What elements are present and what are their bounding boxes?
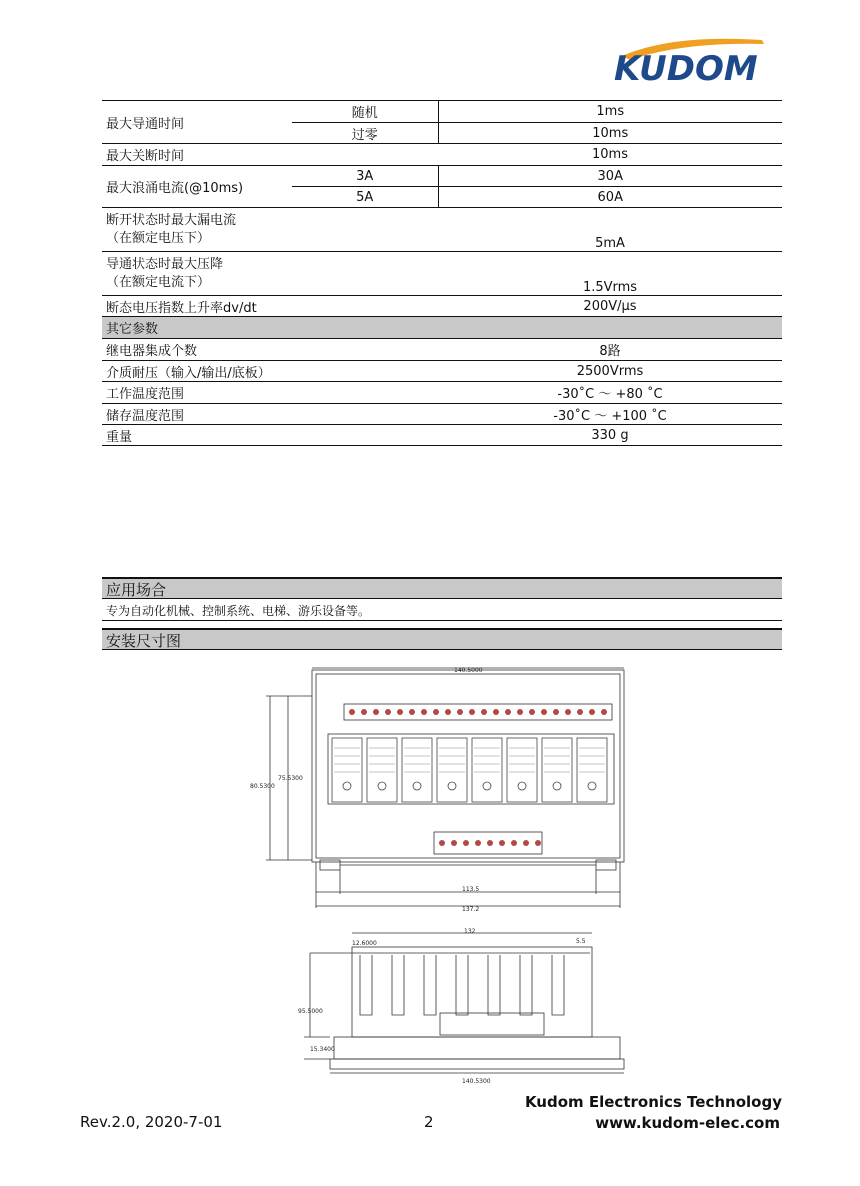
company-name: Kudom Electronics Technology <box>524 1093 782 1111</box>
spec-value: 30A <box>438 166 782 187</box>
logo-text: KUDOM <box>614 49 758 86</box>
spec-sub: 5A <box>292 187 438 208</box>
spec-value: 10ms <box>438 123 782 144</box>
spec-value: 60A <box>438 187 782 208</box>
spec-value: 1.5Vrms <box>438 252 782 296</box>
spec-label: 介质耐压（输入/输出/底板） <box>102 361 438 382</box>
spec-label: 导通状态时最大压降 <box>106 256 224 272</box>
spec-label: 继电器集成个数 <box>102 339 438 361</box>
spec-label-note: （在额定电流下） <box>106 274 211 290</box>
spec-value: 8路 <box>438 339 782 361</box>
spec-label: 最大关断时间 <box>102 144 292 166</box>
spec-label: 断态电压指数上升率dv/dt <box>106 300 257 316</box>
spec-label: 工作温度范围 <box>102 382 438 404</box>
spec-label-note: （在额定电压下） <box>106 230 211 246</box>
dim-label: 75.5300 <box>278 775 303 782</box>
spec-label: 最大浪涌电流(@10ms) <box>102 166 292 208</box>
spec-sub: 过零 <box>292 123 438 144</box>
spec-value: 5mA <box>438 208 782 252</box>
section-title: 其它参数 <box>106 322 159 337</box>
spec-value: 10ms <box>438 144 782 166</box>
spec-value: 200V/μs <box>583 298 637 314</box>
dim-label: 140.5300 <box>462 1078 491 1085</box>
application-text: 专为自动化机械、控制系统、电梯、游乐设备等。 <box>106 604 371 618</box>
spec-value: 330 g <box>438 425 782 446</box>
revision: Rev.2.0, 2020-7-01 <box>80 1113 223 1131</box>
spec-value: 1ms <box>438 101 782 123</box>
application-heading: 应用场合 <box>102 577 782 599</box>
dim-label: 80.5300 <box>250 783 275 790</box>
spec-label: 断开状态时最大漏电流 <box>106 212 237 228</box>
dimensions-heading: 安装尺寸图 <box>102 628 782 650</box>
dim-label: 140.5000 <box>454 667 483 674</box>
spec-label: 最大导通时间 <box>102 101 292 144</box>
spec-sub: 随机 <box>292 101 438 123</box>
kudom-logo <box>612 36 784 86</box>
top-view-drawing <box>240 660 640 915</box>
spec-value: -30˚C ～ +100 ˚C <box>438 404 782 425</box>
divider <box>102 620 782 621</box>
dim-label: 12.6000 <box>352 940 377 947</box>
website-link[interactable]: www.kudom-elec.com <box>595 1114 780 1132</box>
spec-table <box>102 100 782 446</box>
dim-label: 113.5 <box>462 886 480 893</box>
dim-label: 15.3400 <box>310 1046 335 1053</box>
page-number: 2 <box>424 1113 434 1131</box>
spec-value: -30˚C ～ +80 ˚C <box>438 382 782 404</box>
spec-sub: 3A <box>292 166 438 187</box>
dim-label: 95.5000 <box>298 1008 323 1015</box>
spec-label: 储存温度范围 <box>102 404 438 425</box>
dim-label: 5.5 <box>576 938 586 945</box>
side-view-drawing <box>290 925 640 1090</box>
dim-label: 132 <box>464 928 476 935</box>
dim-label: 137.2 <box>462 906 480 913</box>
spec-value: 2500Vrms <box>438 361 782 382</box>
spec-label: 重量 <box>102 425 438 446</box>
